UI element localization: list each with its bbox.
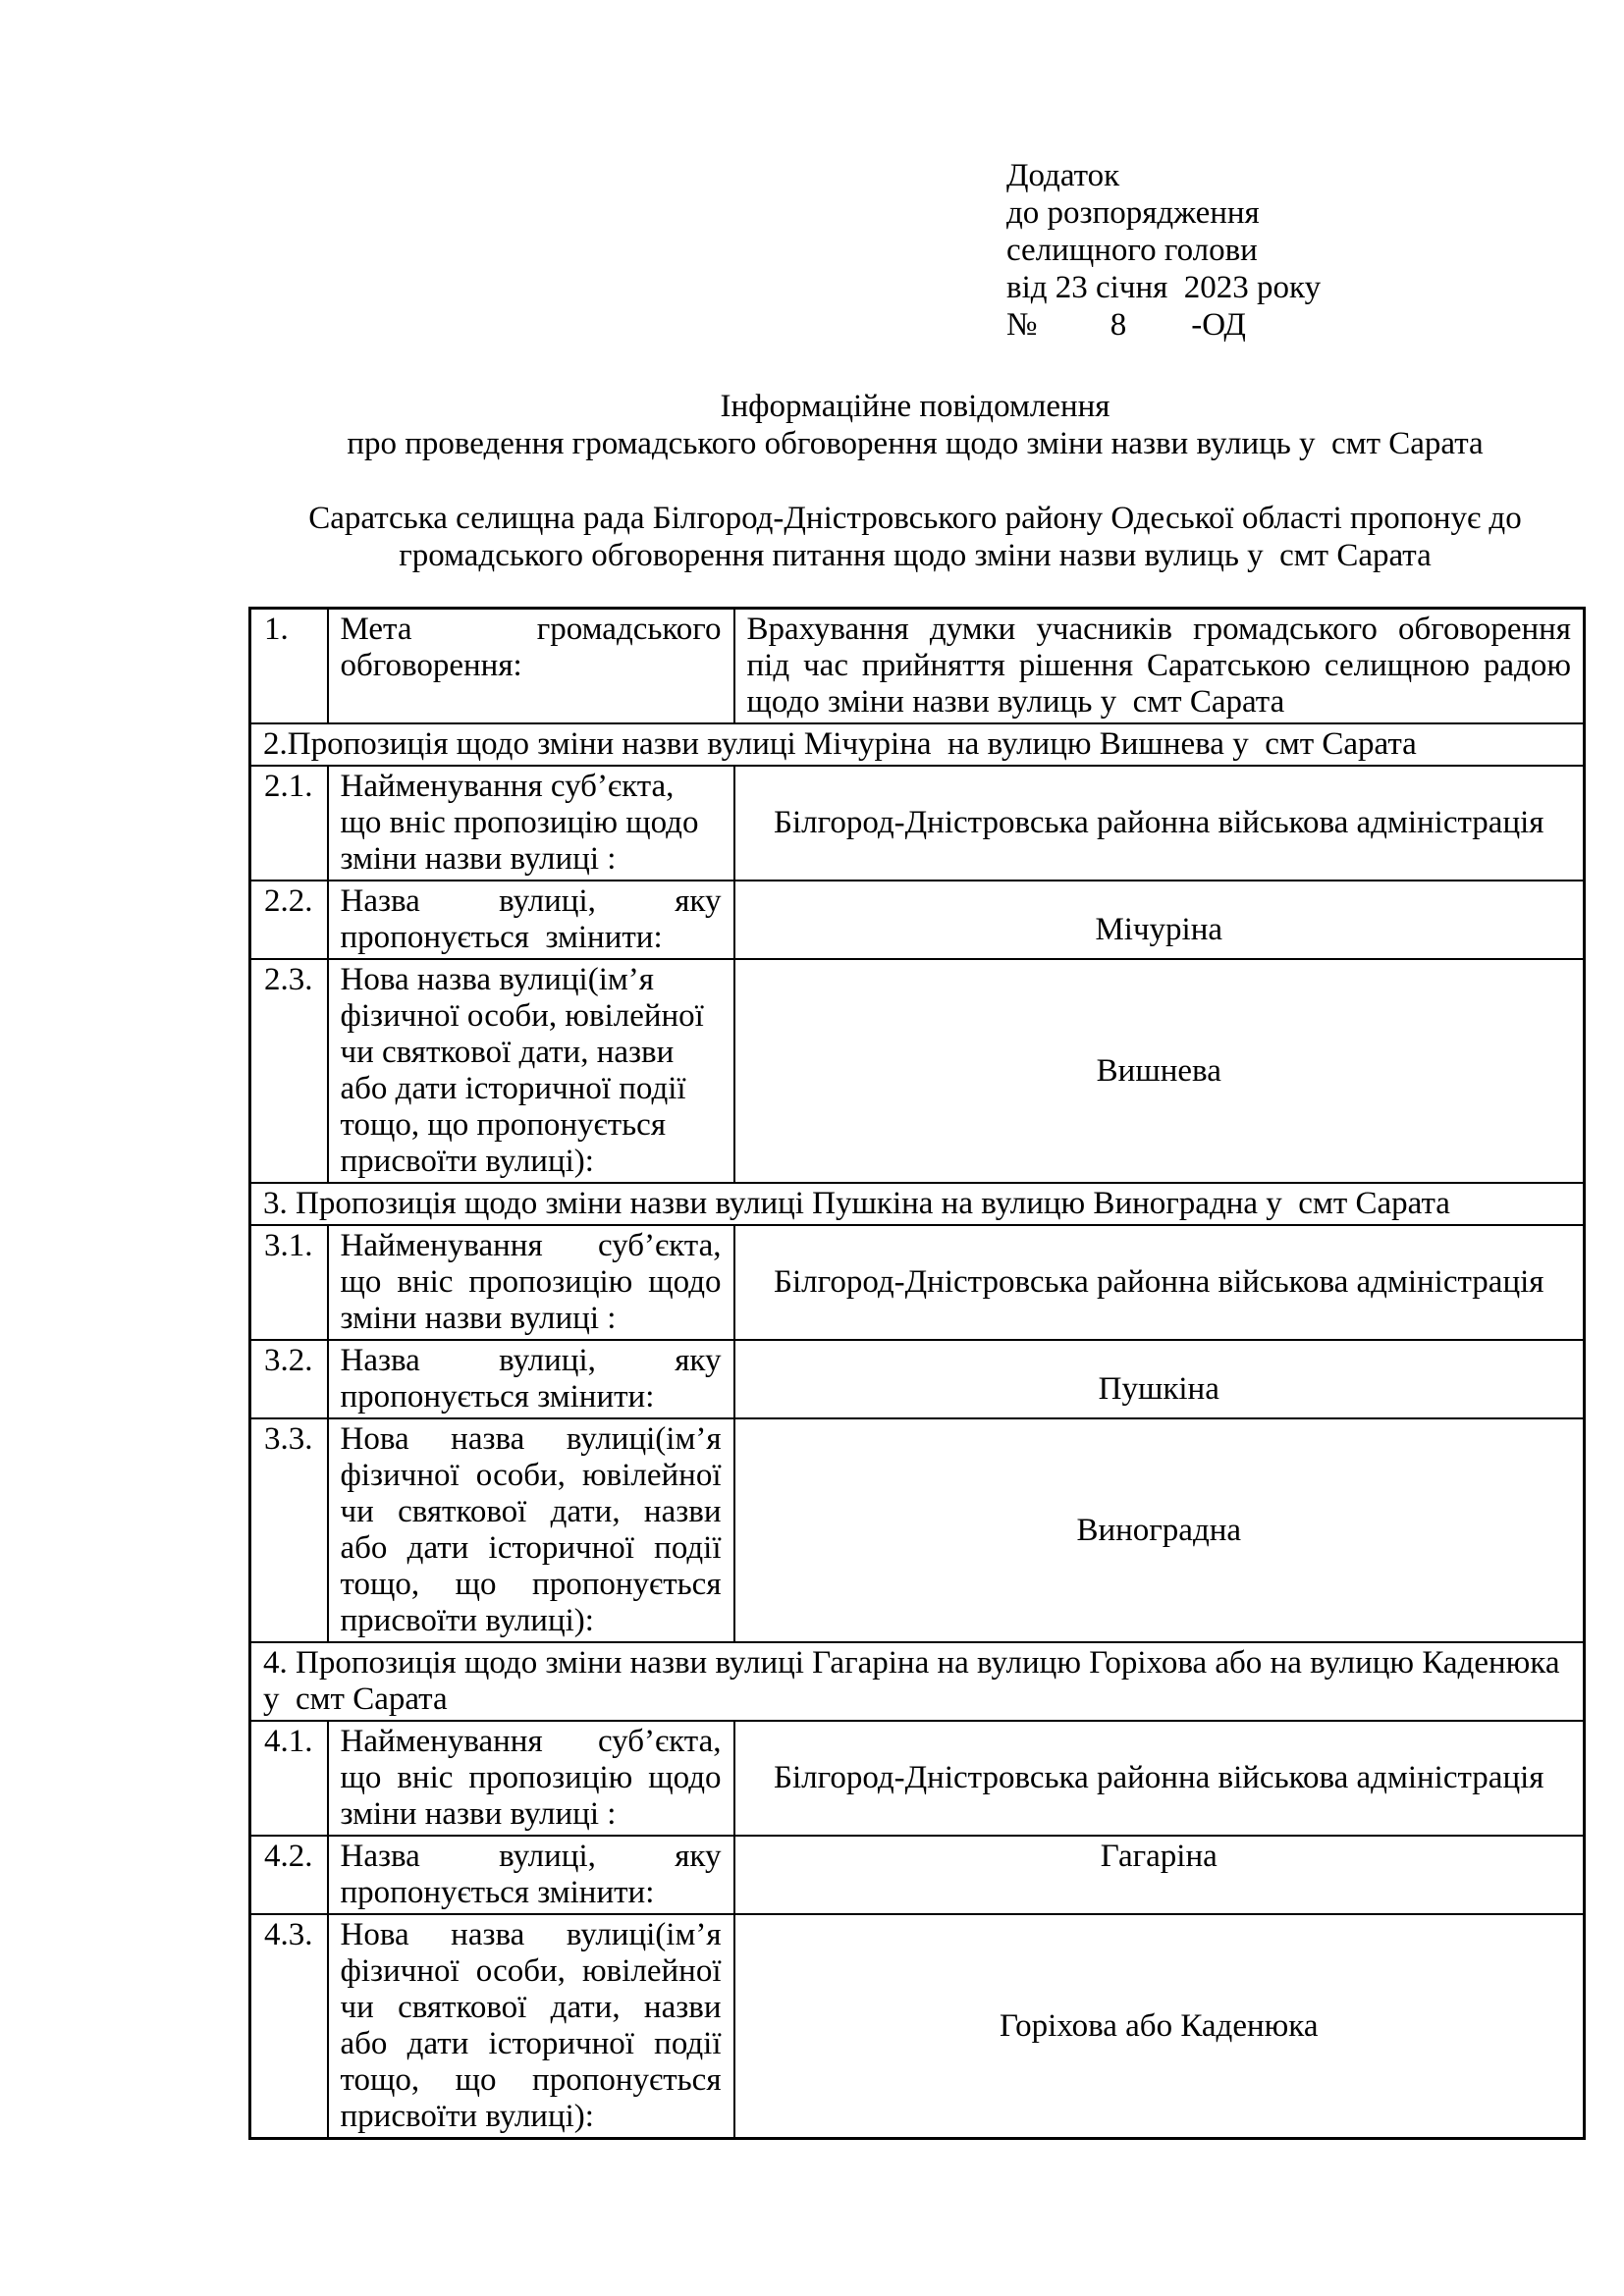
row-value: Мічуріна xyxy=(734,881,1585,959)
row-number: 1. xyxy=(250,609,328,724)
section-4-heading-row xyxy=(250,1642,1585,1721)
document-content xyxy=(248,157,1582,2140)
row-value: Горіхова або Каденюка xyxy=(734,1914,1585,2139)
document-title-line-1: Інформаційне повідомлення xyxy=(720,389,1110,424)
section-2-heading-row xyxy=(250,723,1585,766)
row-number: 3.3. xyxy=(250,1418,328,1642)
row-label: Назва вулиці, яку пропонується змінити: xyxy=(328,1836,734,1914)
row-label: Нова назва вулиці(ім’я фізичної особи, ювілейної чи святкової дати, назви або дати історичної події тощо, що пропонується присвоїти вулиці): xyxy=(328,959,734,1183)
table-row-3-1 xyxy=(250,1225,1585,1340)
row-label: Найменування суб’єкта, що вніс пропозицію щодо зміни назви вулиці : xyxy=(328,766,734,881)
row-number: 4.2. xyxy=(250,1836,328,1914)
table-row-3-2 xyxy=(250,1340,1585,1418)
row-number: 3.2. xyxy=(250,1340,328,1418)
document-title xyxy=(248,388,1582,462)
table-row-4-3 xyxy=(250,1914,1585,2139)
section-heading: 4. Пропозиція щодо зміни назви вулиці Гагаріна на вулицю Горіхова або на вулицю Каденюка у смт Сарата xyxy=(250,1642,1585,1721)
row-value: Білгород-Дністровська районна військова адміністрація xyxy=(734,766,1585,881)
row-label: Нова назва вулиці(ім’я фізичної особи, ювілейної чи святкової дати, назви або дати історичної події тощо, що пропонується присвоїти вулиці): xyxy=(328,1914,734,2139)
section-3-heading-row xyxy=(250,1183,1585,1225)
section-heading: 3. Пропозиція щодо зміни назви вулиці Пушкіна на вулицю Виноградна у смт Сарата xyxy=(250,1183,1585,1225)
appendix-header xyxy=(1006,157,1582,344)
table-row-4-2 xyxy=(250,1836,1585,1914)
row-number: 3.1. xyxy=(250,1225,328,1340)
row-value: Гагаріна xyxy=(734,1836,1585,1914)
appendix-header-line: № 8 -ОД xyxy=(1006,307,1246,343)
row-number: 4.3. xyxy=(250,1914,328,2139)
row-label: Мета громадського обговорення: xyxy=(328,609,734,724)
table-row-1 xyxy=(250,609,1585,724)
row-value: Білгород-Дністровська районна військова адміністрація xyxy=(734,1225,1585,1340)
table-row-2-1 xyxy=(250,766,1585,881)
row-label: Нова назва вулиці(ім’я фізичної особи, ювілейної чи святкової дати, назви або дати історичної події тощо, що пропонується присвоїти вулиці): xyxy=(328,1418,734,1642)
row-label: Найменування суб’єкта, що вніс пропозицію щодо зміни назви вулиці : xyxy=(328,1721,734,1836)
table-row-3-3 xyxy=(250,1418,1585,1642)
appendix-header-line: від 23 січня 2023 року xyxy=(1006,270,1322,305)
row-label: Назва вулиці, яку пропонується змінити: xyxy=(328,1340,734,1418)
intro-paragraph: Саратська селищна рада Білгород-Дністровського району Одеської області пропонує до громадського обговорення питання щодо зміни назви вулиць у смт Сарата xyxy=(308,501,1522,573)
row-value: Врахування думки учасників громадського обговорення під час прийняття рішення Саратською селищною радою щодо зміни назви вулиць у смт Сарата xyxy=(734,609,1585,724)
row-number: 4.1. xyxy=(250,1721,328,1836)
row-number: 2.3. xyxy=(250,959,328,1183)
row-value: Виноградна xyxy=(734,1418,1585,1642)
document-title-line-2: про проведення громадського обговорення щодо зміни назви вулиць у смт Сарата xyxy=(347,426,1484,461)
table-row-2-2 xyxy=(250,881,1585,959)
row-label: Назва вулиці, яку пропонується змінити: xyxy=(328,881,734,959)
appendix-header-line: Додаток xyxy=(1006,158,1120,193)
row-number: 2.1. xyxy=(250,766,328,881)
proposals-table xyxy=(248,607,1586,2140)
row-value: Пушкіна xyxy=(734,1340,1585,1418)
row-number: 2.2. xyxy=(250,881,328,959)
appendix-header-line: до розпорядження xyxy=(1006,195,1260,231)
appendix-header-line: селищного голови xyxy=(1006,233,1258,268)
row-label: Найменування суб’єкта, що вніс пропозицію щодо зміни назви вулиці : xyxy=(328,1225,734,1340)
table-row-4-1 xyxy=(250,1721,1585,1836)
table-row-2-3 xyxy=(250,959,1585,1183)
row-value: Вишнева xyxy=(734,959,1585,1183)
row-value: Білгород-Дністровська районна військова адміністрація xyxy=(734,1721,1585,1836)
section-heading: 2.Пропозиція щодо зміни назви вулиці Мічуріна на вулицю Вишнева у смт Сарата xyxy=(250,723,1585,766)
